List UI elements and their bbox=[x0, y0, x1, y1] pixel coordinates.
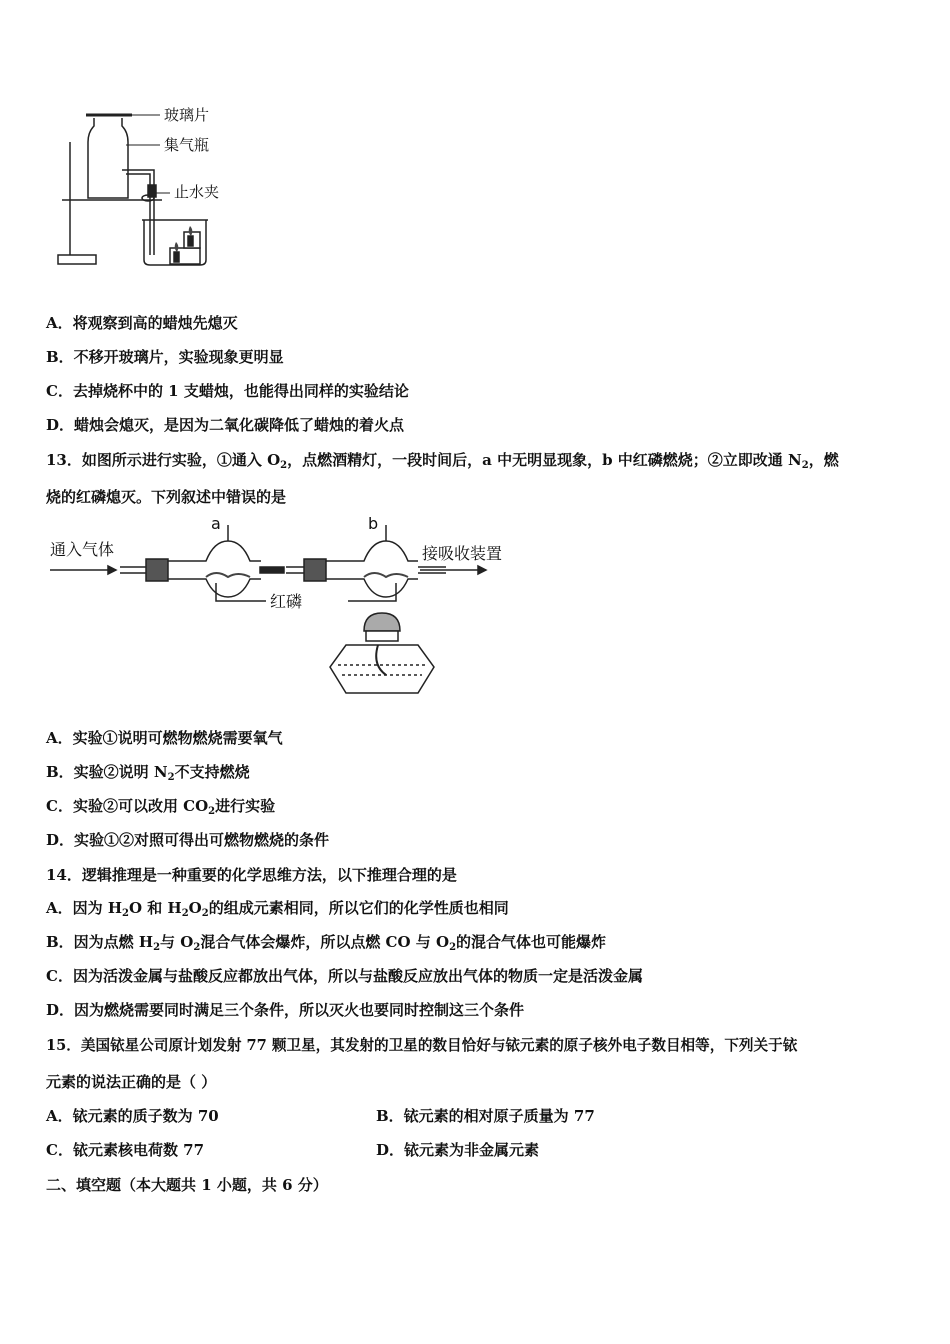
q13-stem-line2: 烧的红磷熄灭。下列叙述中错误的是 bbox=[46, 488, 287, 506]
q15-option-b: B．铱元素的相对原子质量为 77 bbox=[376, 1107, 595, 1125]
q15-option-c: C．铱元素核电荷数 77 bbox=[46, 1141, 205, 1159]
q15-option-a: A．铱元素的质子数为 70 bbox=[46, 1107, 219, 1125]
q12-option-d: D．蜡烛会熄灭，是因为二氧化碳降低了蜡烛的着火点 bbox=[46, 416, 405, 434]
q12-option-c: C．去掉烧杯中的 1 支蜡烛，也能得出同样的实验结论 bbox=[46, 382, 409, 400]
q13-option-d: D．实验①②对照可得出可燃物燃烧的条件 bbox=[46, 831, 330, 849]
q14-option-d: D．因为燃烧需要同时满足三个条件，所以灭火也要同时控制这三个条件 bbox=[46, 1001, 525, 1019]
q13-option-b: B．实验②说明 $N_2$不支持燃烧 bbox=[46, 763, 250, 783]
section-fill-in-title: 二、填空题（本大题共 1 小题，共 6 分） bbox=[46, 1176, 328, 1194]
label-glass-plate: 玻璃片 bbox=[164, 106, 210, 124]
label-gas-inlet: 通入气体 bbox=[50, 540, 115, 559]
label-absorber: 接吸收装置 bbox=[422, 544, 503, 563]
figure-gas-bottle-apparatus bbox=[50, 100, 270, 270]
q15-option-d: D．铱元素为非金属元素 bbox=[376, 1141, 540, 1159]
label-tube-b: b bbox=[368, 515, 379, 533]
label-tube-a: a bbox=[211, 515, 221, 533]
q14-stem: 14．逻辑推理是一种重要的化学思维方法，以下推理合理的是 bbox=[46, 866, 457, 884]
q15-stem-line1: 15．美国铱星公司原计划发射 77 颗卫星，其发射的卫星的数目恰好与铱元素的原子核外电子数目相等，下列关于铱 bbox=[46, 1037, 798, 1054]
q14-option-c: C．因为活泼金属与盐酸反应都放出气体，所以与盐酸反应放出气体的物质一定是活泼金属 bbox=[46, 967, 643, 985]
q14-option-b: B．因为点燃 $H_2$与 $O_2$混合气体会爆炸，所以点燃 CO 与 $O_2$的混合气体也可能爆炸 bbox=[46, 933, 607, 953]
q15-stem-line2: 元素的说法正确的是（ ） bbox=[46, 1073, 217, 1091]
q13-stem-line1: 13．如图所示进行实验，①通入 $O_2$，点燃酒精灯，一段时间后，a 中无明显现象，b 中红磷燃烧；②立即改通 $N_2$，燃 bbox=[46, 451, 839, 471]
q12-option-b: B．不移开玻璃片，实验现象更明显 bbox=[46, 348, 284, 366]
figure-phosphorus-apparatus bbox=[46, 515, 526, 700]
q13-option-a: A．实验①说明可燃物燃烧需要氧气 bbox=[46, 729, 283, 747]
label-red-phosphorus: 红磷 bbox=[270, 592, 303, 611]
label-water-clamp: 止水夹 bbox=[174, 183, 220, 201]
q13-option-c: C．实验②可以改用 $CO_2$进行实验 bbox=[46, 797, 276, 817]
q12-option-a: A．将观察到高的蜡烛先熄灭 bbox=[46, 314, 238, 332]
label-gas-bottle: 集气瓶 bbox=[164, 136, 210, 154]
q14-option-a: A．因为 $H_2O$ 和 $H_2O_2$的组成元素相同，所以它们的化学性质也相同 bbox=[46, 899, 509, 919]
